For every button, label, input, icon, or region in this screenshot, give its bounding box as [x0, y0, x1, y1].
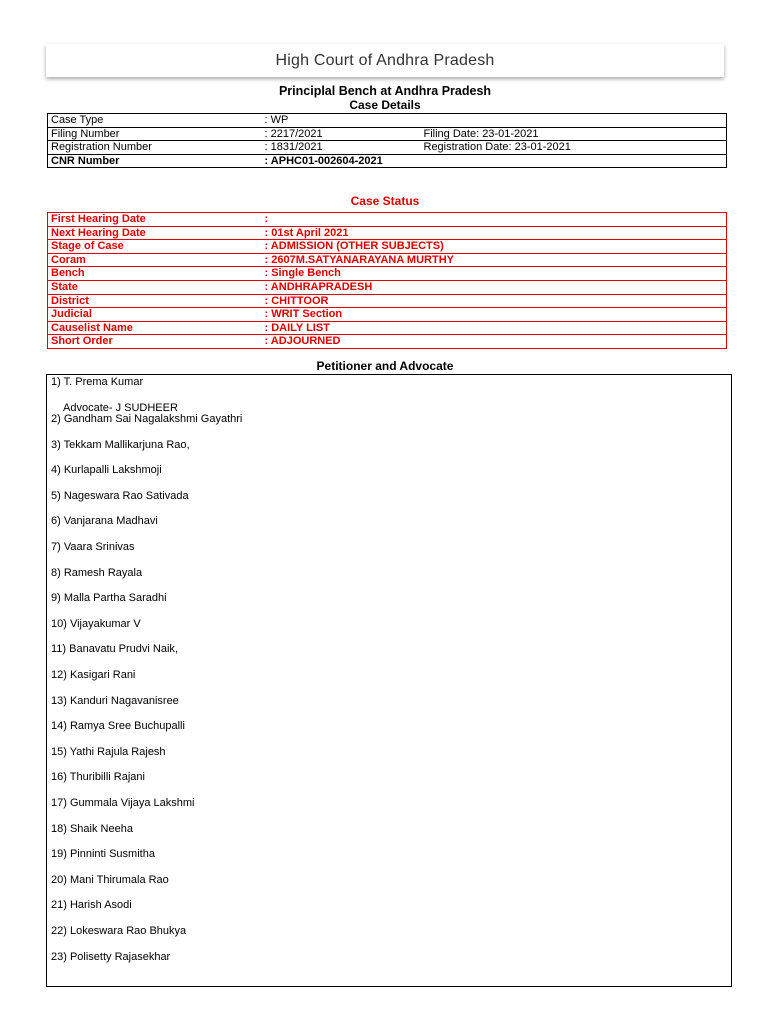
details-label: Filing Number — [51, 127, 120, 140]
petitioner-item: 9) Malla Partha Saradhi — [51, 592, 167, 604]
petitioner-heading: Petitioner and Advocate — [316, 359, 454, 373]
case-status-row — [48, 226, 727, 240]
status-label: Stage of Case — [51, 240, 124, 253]
case-status-row — [48, 294, 727, 308]
status-label: Coram — [51, 253, 86, 266]
petitioner-item: 1) T. Prema Kumar — [51, 376, 144, 388]
case-details-row — [48, 127, 727, 141]
status-label: District — [51, 294, 89, 307]
case-status-row — [48, 267, 727, 281]
status-label: Judicial — [51, 308, 92, 321]
advocate-name: Advocate- J SUDHEER — [63, 402, 178, 414]
status-label: State — [51, 280, 78, 293]
case-status-table — [47, 212, 727, 349]
bench-title: Principlal Bench at Andhra Pradesh — [278, 84, 492, 98]
petitioner-item: 6) Vanjarana Madhavi — [51, 515, 158, 527]
status-value: : — [264, 213, 269, 225]
status-value: : 01st April 2021 — [264, 226, 349, 239]
status-label: Short Order — [51, 335, 113, 348]
details-label: CNR Number — [51, 154, 120, 167]
details-extra: Registration Date: 23-01-2021 — [423, 141, 571, 154]
petitioner-item: 8) Ramesh Rayala — [51, 567, 143, 579]
status-value: : WRIT Section — [264, 308, 343, 321]
petitioner-item: 13) Kanduri Nagavanisree — [51, 695, 179, 707]
case-status-row — [48, 321, 727, 335]
petitioner-item: 19) Pinninti Susmitha — [51, 848, 155, 860]
petitioner-item: 5) Nageswara Rao Sativada — [51, 490, 189, 502]
petitioner-item: 14) Ramya Sree Buchupalli — [51, 720, 185, 732]
details-label: Registration Number — [51, 141, 152, 154]
case-status-heading: Case Status — [350, 194, 420, 208]
petitioner-list — [46, 374, 732, 987]
status-value: : ADMISSION (OTHER SUBJECTS) — [264, 240, 444, 253]
case-status-row — [48, 308, 727, 322]
status-value: : ADJOURNED — [264, 335, 341, 348]
status-value: : DAILY LIST — [264, 321, 330, 334]
case-status-row — [48, 213, 727, 227]
case-details-row — [48, 141, 727, 155]
status-label: Bench — [51, 267, 85, 280]
details-value: : WP — [264, 114, 289, 126]
details-value: : 2217/2021 — [264, 127, 323, 140]
details-value: : APHC01-002604-2021 — [264, 154, 383, 167]
petitioner-item: 17) Gummala Vijaya Lakshmi — [51, 797, 195, 809]
petitioner-item: 10) Vijayakumar V — [51, 618, 141, 630]
case-details-table — [47, 113, 727, 168]
petitioner-item: 22) Lokeswara Rao Bhukya — [51, 925, 187, 937]
status-label: Causelist Name — [51, 321, 133, 334]
petitioner-item: 21) Harish Asodi — [51, 899, 132, 911]
court-title: High Court of Andhra Pradesh — [275, 52, 495, 69]
page-header — [46, 44, 724, 77]
status-label: Next Hearing Date — [51, 226, 146, 239]
case-details-row — [48, 114, 727, 128]
petitioner-item: 15) Yathi Rajula Rajesh — [51, 746, 166, 758]
case-status-row — [48, 335, 727, 349]
details-label: Case Type — [51, 114, 104, 126]
case-details-heading: Case Details — [349, 98, 421, 112]
details-extra — [421, 114, 727, 128]
case-details-row — [48, 154, 727, 168]
status-value: : ANDHRAPRADESH — [264, 280, 373, 293]
petitioner-item: 16) Thuribilli Rajani — [51, 771, 145, 783]
case-status-row — [48, 240, 727, 254]
case-status-row — [48, 253, 727, 267]
details-extra — [421, 154, 727, 168]
petitioner-item: 4) Kurlapalli Lakshmoji — [51, 464, 162, 476]
petitioner-item: 11) Banavatu Prudvi Naik, — [51, 643, 178, 655]
petitioner-item: 3) Tekkam Mallikarjuna Rao, — [51, 439, 190, 451]
petitioner-item: 18) Shaik Neeha — [51, 823, 133, 835]
case-status-row — [48, 280, 727, 294]
status-value: : 2607M.SATYANARAYANA MURTHY — [264, 253, 454, 266]
status-label: First Hearing Date — [51, 213, 146, 225]
details-value: : 1831/2021 — [264, 141, 323, 154]
status-value: : Single Bench — [264, 267, 341, 280]
details-extra: Filing Date: 23-01-2021 — [423, 127, 539, 140]
petitioner-item: 12) Kasigari Rani — [51, 669, 136, 681]
petitioner-item: 20) Mani Thirumala Rao — [51, 874, 169, 886]
petitioner-item: 23) Polisetty Rajasekhar — [51, 951, 171, 963]
petitioner-item: 2) Gandham Sai Nagalakshmi Gayathri — [51, 413, 243, 425]
status-value: : CHITTOOR — [264, 294, 329, 307]
petitioner-item: 7) Vaara Srinivas — [51, 541, 135, 553]
